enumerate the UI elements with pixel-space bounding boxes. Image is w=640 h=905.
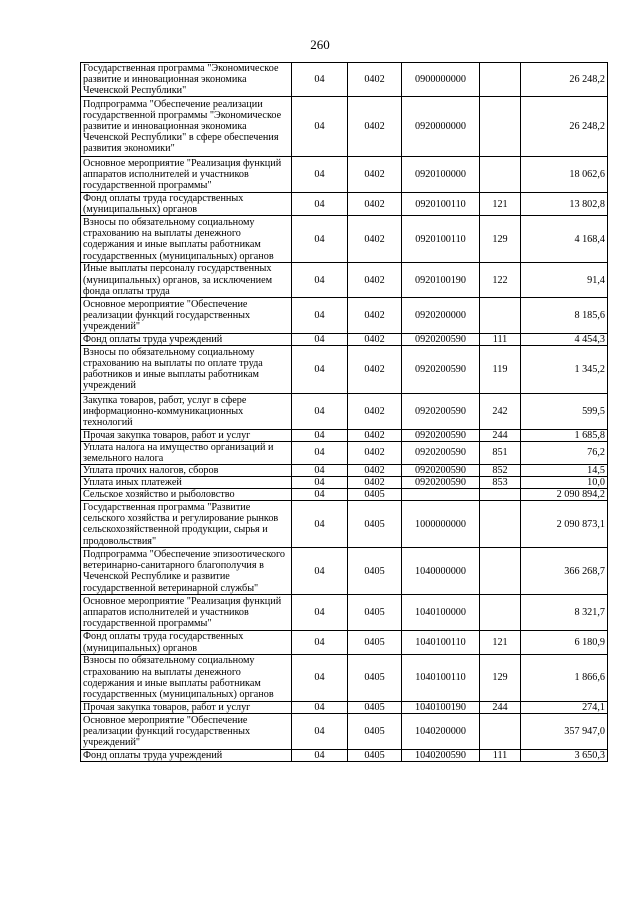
row-subsection-code: 0402 xyxy=(348,297,402,333)
table-row xyxy=(81,477,608,489)
row-amount: 4 454,3 xyxy=(521,333,608,345)
table-row xyxy=(81,263,608,297)
row-amount: 13 802,8 xyxy=(521,193,608,216)
row-expense-type xyxy=(480,489,521,501)
row-target-article: 1040100110 xyxy=(402,654,480,701)
table-row xyxy=(81,749,608,761)
row-target-article: 0900000000 xyxy=(402,63,480,97)
row-target-article: 0920100000 xyxy=(402,157,480,193)
row-expense-type xyxy=(480,548,521,595)
row-target-article: 0920200590 xyxy=(402,441,480,464)
row-target-article: 0920200590 xyxy=(402,393,480,429)
row-subsection-code: 0405 xyxy=(348,548,402,595)
row-section-code: 04 xyxy=(292,701,348,713)
row-name: Взносы по обязательному социальному страхованию на выплаты по оплате труда работников и иные выплаты работникам учреждений xyxy=(81,345,292,393)
row-amount: 3 650,3 xyxy=(521,749,608,761)
row-name: Сельское хозяйство и рыболовство xyxy=(81,489,292,501)
row-amount: 1 345,2 xyxy=(521,345,608,393)
row-amount: 8 321,7 xyxy=(521,595,608,631)
row-subsection-code: 0402 xyxy=(348,333,402,345)
row-target-article: 0920000000 xyxy=(402,97,480,157)
row-section-code: 04 xyxy=(292,333,348,345)
row-target-article: 1040000000 xyxy=(402,548,480,595)
row-target-article: 1040100190 xyxy=(402,701,480,713)
row-subsection-code: 0405 xyxy=(348,631,402,654)
row-section-code: 04 xyxy=(292,501,348,548)
row-expense-type: 119 xyxy=(480,345,521,393)
row-subsection-code: 0405 xyxy=(348,501,402,548)
row-expense-type: 129 xyxy=(480,654,521,701)
row-name: Основное мероприятие "Реализация функций аппаратов исполнителей и участников государственной программы" xyxy=(81,157,292,193)
row-name: Уплата прочих налогов, сборов xyxy=(81,465,292,477)
row-target-article: 1040100110 xyxy=(402,631,480,654)
row-expense-type xyxy=(480,713,521,749)
table-row xyxy=(81,595,608,631)
row-amount: 26 248,2 xyxy=(521,63,608,97)
row-name: Иные выплаты персоналу государственных (муниципальных) органов, за исключением фонда оплаты труда xyxy=(81,263,292,297)
row-amount: 26 248,2 xyxy=(521,97,608,157)
row-name: Фонд оплаты труда учреждений xyxy=(81,749,292,761)
row-subsection-code: 0402 xyxy=(348,393,402,429)
row-expense-type: 121 xyxy=(480,193,521,216)
row-expense-type xyxy=(480,63,521,97)
budget-table xyxy=(80,62,608,762)
row-name: Подпрограмма "Обеспечение реализации государственной программы "Экономическое развитие и инновационная экономика Чеченской Республики" в сфере обеспечения развития экономики" xyxy=(81,97,292,157)
row-name: Фонд оплаты труда государственных (муниципальных) органов xyxy=(81,631,292,654)
row-expense-type: 242 xyxy=(480,393,521,429)
row-amount: 366 268,7 xyxy=(521,548,608,595)
row-section-code: 04 xyxy=(292,465,348,477)
table-row xyxy=(81,548,608,595)
row-expense-type: 851 xyxy=(480,441,521,464)
table-row xyxy=(81,345,608,393)
row-expense-type: 244 xyxy=(480,701,521,713)
row-target-article: 0920100110 xyxy=(402,216,480,263)
row-section-code: 04 xyxy=(292,489,348,501)
row-target-article: 0920200590 xyxy=(402,477,480,489)
table-row xyxy=(81,63,608,97)
row-target-article: 0920100110 xyxy=(402,193,480,216)
row-name: Основное мероприятие "Обеспечение реализации функций государственных учреждений" xyxy=(81,297,292,333)
row-target-article: 0920200000 xyxy=(402,297,480,333)
row-section-code: 04 xyxy=(292,595,348,631)
table-row xyxy=(81,216,608,263)
row-name: Прочая закупка товаров, работ и услуг xyxy=(81,701,292,713)
row-subsection-code: 0402 xyxy=(348,465,402,477)
row-name: Уплата иных платежей xyxy=(81,477,292,489)
row-amount: 14,5 xyxy=(521,465,608,477)
row-expense-type xyxy=(480,501,521,548)
row-amount: 1 866,6 xyxy=(521,654,608,701)
row-expense-type xyxy=(480,595,521,631)
row-expense-type: 121 xyxy=(480,631,521,654)
row-subsection-code: 0402 xyxy=(348,345,402,393)
row-target-article: 0920100190 xyxy=(402,263,480,297)
row-amount: 274,1 xyxy=(521,701,608,713)
row-target-article: 1040200590 xyxy=(402,749,480,761)
row-amount: 2 090 873,1 xyxy=(521,501,608,548)
row-section-code: 04 xyxy=(292,631,348,654)
table-row xyxy=(81,157,608,193)
row-name: Государственная программа "Развитие сельского хозяйства и регулирование рынков сельскохозяйственной продукции, сырья и продовольствия" xyxy=(81,501,292,548)
row-amount: 4 168,4 xyxy=(521,216,608,263)
row-section-code: 04 xyxy=(292,548,348,595)
row-subsection-code: 0405 xyxy=(348,749,402,761)
row-subsection-code: 0402 xyxy=(348,193,402,216)
row-name: Основное мероприятие "Обеспечение реализации функций государственных учреждений" xyxy=(81,713,292,749)
row-section-code: 04 xyxy=(292,713,348,749)
row-section-code: 04 xyxy=(292,393,348,429)
row-section-code: 04 xyxy=(292,345,348,393)
row-name: Государственная программа "Экономическое развитие и инновационная экономика Чеченской Республики" xyxy=(81,63,292,97)
page-number: 260 xyxy=(310,37,330,52)
table-row xyxy=(81,489,608,501)
row-subsection-code: 0405 xyxy=(348,654,402,701)
row-subsection-code: 0402 xyxy=(348,477,402,489)
row-subsection-code: 0405 xyxy=(348,489,402,501)
table-row xyxy=(81,297,608,333)
table-row xyxy=(81,701,608,713)
row-amount: 357 947,0 xyxy=(521,713,608,749)
row-section-code: 04 xyxy=(292,297,348,333)
row-section-code: 04 xyxy=(292,654,348,701)
row-section-code: 04 xyxy=(292,429,348,441)
table-row xyxy=(81,713,608,749)
row-subsection-code: 0402 xyxy=(348,157,402,193)
row-name: Прочая закупка товаров, работ и услуг xyxy=(81,429,292,441)
row-subsection-code: 0402 xyxy=(348,429,402,441)
row-expense-type: 129 xyxy=(480,216,521,263)
row-section-code: 04 xyxy=(292,193,348,216)
row-amount: 1 685,8 xyxy=(521,429,608,441)
row-expense-type: 852 xyxy=(480,465,521,477)
row-name: Подпрограмма "Обеспечение эпизоотического ветеринарно-санитарного благополучия в Чеченской Республике и развитие государственной ветеринарной службы" xyxy=(81,548,292,595)
row-amount: 2 090 894,2 xyxy=(521,489,608,501)
row-name: Основное мероприятие "Реализация функций аппаратов исполнителей и участников государственной программы" xyxy=(81,595,292,631)
row-subsection-code: 0402 xyxy=(348,263,402,297)
row-subsection-code: 0402 xyxy=(348,63,402,97)
row-subsection-code: 0405 xyxy=(348,701,402,713)
table-row xyxy=(81,441,608,464)
table-row xyxy=(81,429,608,441)
row-target-article xyxy=(402,489,480,501)
row-section-code: 04 xyxy=(292,749,348,761)
row-subsection-code: 0405 xyxy=(348,595,402,631)
row-target-article: 0920200590 xyxy=(402,345,480,393)
row-expense-type: 111 xyxy=(480,333,521,345)
row-target-article: 1040100000 xyxy=(402,595,480,631)
row-name: Закупка товаров, работ, услуг в сфере информационно-коммуникационных технологий xyxy=(81,393,292,429)
row-section-code: 04 xyxy=(292,63,348,97)
row-name: Взносы по обязательному социальному страхованию на выплаты денежного содержания и иные выплаты работникам государственных (муниципальных) органов xyxy=(81,654,292,701)
row-amount: 8 185,6 xyxy=(521,297,608,333)
table-row xyxy=(81,97,608,157)
table-row xyxy=(81,393,608,429)
row-subsection-code: 0402 xyxy=(348,441,402,464)
table-row xyxy=(81,631,608,654)
row-expense-type xyxy=(480,157,521,193)
row-section-code: 04 xyxy=(292,157,348,193)
row-section-code: 04 xyxy=(292,216,348,263)
row-amount: 91,4 xyxy=(521,263,608,297)
row-amount: 18 062,6 xyxy=(521,157,608,193)
row-target-article: 1040200000 xyxy=(402,713,480,749)
row-amount: 6 180,9 xyxy=(521,631,608,654)
row-name: Фонд оплаты труда учреждений xyxy=(81,333,292,345)
table-row xyxy=(81,654,608,701)
table-row xyxy=(81,465,608,477)
row-target-article: 0920200590 xyxy=(402,429,480,441)
row-target-article: 1000000000 xyxy=(402,501,480,548)
row-section-code: 04 xyxy=(292,97,348,157)
row-expense-type: 244 xyxy=(480,429,521,441)
table-row xyxy=(81,501,608,548)
row-expense-type xyxy=(480,297,521,333)
row-name: Фонд оплаты труда государственных (муниципальных) органов xyxy=(81,193,292,216)
table-row xyxy=(81,333,608,345)
budget-table-body xyxy=(81,63,608,762)
row-section-code: 04 xyxy=(292,477,348,489)
row-expense-type: 111 xyxy=(480,749,521,761)
row-name: Уплата налога на имущество организаций и земельного налога xyxy=(81,441,292,464)
row-section-code: 04 xyxy=(292,263,348,297)
row-target-article: 0920200590 xyxy=(402,333,480,345)
row-expense-type: 853 xyxy=(480,477,521,489)
row-subsection-code: 0402 xyxy=(348,97,402,157)
row-expense-type xyxy=(480,97,521,157)
table-row xyxy=(81,193,608,216)
row-expense-type: 122 xyxy=(480,263,521,297)
row-subsection-code: 0402 xyxy=(348,216,402,263)
row-name: Взносы по обязательному социальному страхованию на выплаты денежного содержания и иные выплаты работникам государственных (муниципальных) органов xyxy=(81,216,292,263)
row-amount: 599,5 xyxy=(521,393,608,429)
row-target-article: 0920200590 xyxy=(402,465,480,477)
row-amount: 76,2 xyxy=(521,441,608,464)
row-section-code: 04 xyxy=(292,441,348,464)
row-subsection-code: 0405 xyxy=(348,713,402,749)
row-amount: 10,0 xyxy=(521,477,608,489)
